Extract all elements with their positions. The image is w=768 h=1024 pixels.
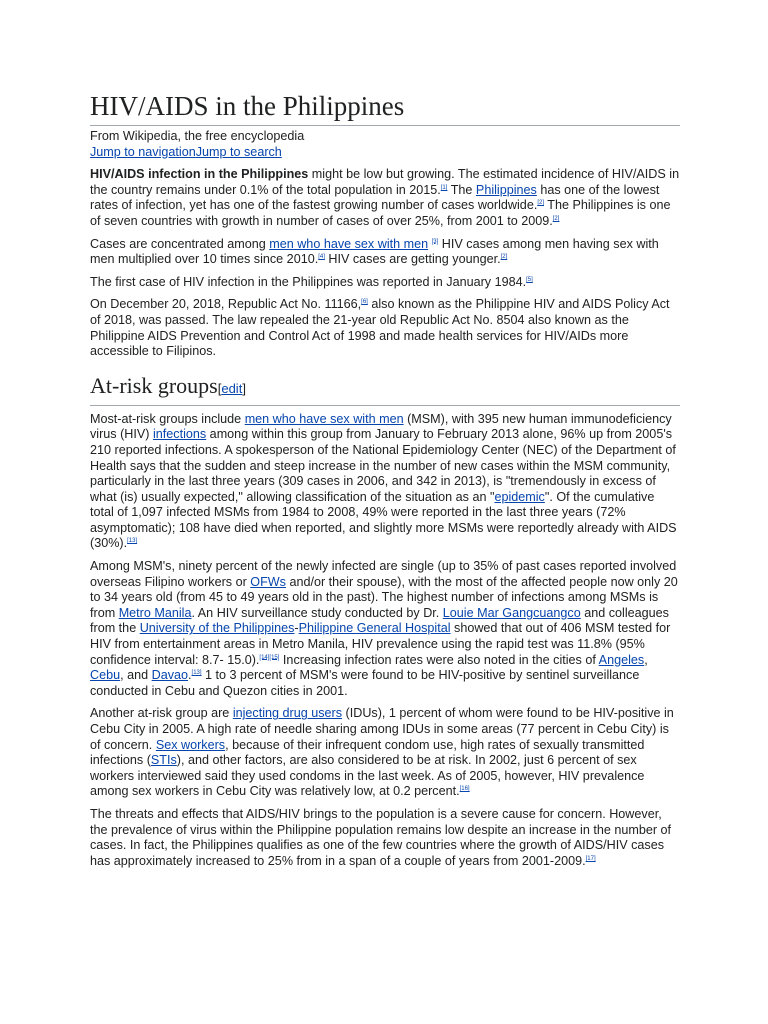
reference-link[interactable]: [4] (318, 253, 325, 260)
philippines-link[interactable]: Philippines (475, 182, 537, 197)
reference-link[interactable]: [17] (585, 855, 596, 862)
reference-link[interactable]: [14][15] (259, 654, 280, 661)
infections-link[interactable]: infections (152, 427, 207, 442)
reference-mark (192, 670, 202, 676)
text: , because of their infrequent condom use, high rates of sexually transmitted infections ( (90, 737, 645, 768)
ofws-link[interactable]: OFWs (250, 574, 286, 589)
text: might be low but growing. The estimated incidence of HIV/AIDS in the country remains under 0.1% of the total population in 2015. (90, 167, 680, 197)
section-heading-at-risk-groups (90, 372, 680, 406)
injecting-drug-users-link[interactable]: injecting drug users (232, 706, 343, 721)
metro-manila-link[interactable]: Metro Manila (118, 605, 192, 620)
tagline: From Wikipedia, the free encyclopedia (90, 129, 305, 143)
reference-mark (537, 200, 544, 206)
text: 1 to 3 percent of MSM's were found to be HIV-positive by sentinel surveillance conducted in Cebu and Quezon cities in 2001. (90, 668, 640, 698)
text: Cases are concentrated among (90, 236, 270, 251)
jump-links (90, 145, 680, 161)
reference-link[interactable]: [13] (127, 538, 138, 545)
article-content (90, 90, 680, 876)
text: On December 20, 2018, Republic Act No. 11166, (90, 297, 362, 312)
text: ), and other factors, are also considered to be at risk. In 2002, just 6 percent of sex workers interviewed said they used condoms in the last week. As of 2005, however, HIV prevalence among sex workers in Cebu City was relatively low, at 0.2 percent. (90, 753, 645, 799)
reference-mark (460, 786, 470, 792)
edit-bracket-close: ] (242, 380, 246, 396)
reference-mark (318, 254, 325, 260)
section-paragraph-1 (90, 412, 680, 552)
reference-mark (127, 538, 137, 544)
angeles-link[interactable]: Angeles (598, 652, 645, 667)
reference-link[interactable]: [6] (361, 299, 368, 306)
text: ". Of the cumulative total of 1,097 infected MSMs from 1984 to 2008, 49% were reported in the last three years (72% asymptomatic); 108 have died when reported, and slightly more MSMs were reportedly already with AIDS (30%). (90, 489, 677, 551)
philippine-general-hospital-link[interactable]: Philippine General Hospital (298, 621, 451, 636)
text: . (188, 668, 192, 683)
text: , (644, 652, 648, 667)
text: The Philippines is one of seven countries with growth in number of cases of over 25%, from 2001 to 2009. (90, 198, 671, 228)
reference-mark (259, 654, 279, 660)
sex-workers-link[interactable]: Sex workers (155, 737, 226, 752)
text: (IDUs), 1 percent of whom were found to be HIV-positive in Cebu City in 2005. A high rate of needle sharing among IDUs in some areas (77 percent in Cebu City) is of concern. (90, 706, 674, 752)
section-paragraph-2 (90, 559, 680, 699)
text: (MSM), with 395 new human immunodeficiency virus (HIV) (90, 411, 672, 442)
text: and/or their spouse), with the most of the affected people now only 20 to 34 years old (from 45 to 49 years old in the past). The highest number of infections among MSMs is from (90, 574, 678, 620)
intro-paragraph-4 (90, 297, 680, 359)
text: The (447, 182, 476, 197)
msm-link[interactable]: men who have sex with men (269, 236, 429, 251)
text: HIV cases are getting younger. (324, 252, 501, 267)
text: Most-at-risk groups include (90, 411, 245, 426)
reference-link[interactable]: [2] (552, 215, 560, 222)
section-paragraph-3 (90, 706, 680, 800)
text: and colleagues from the (90, 605, 669, 636)
text: The threats and effects that AIDS/HIV brings to the population is a severe cause for concern. However, the prevalence of virus within the Philippine population remains low despite an increase in the number of cases. In fact, the Philippines qualifies as one of the few countries where the growth of AIDS/HIV cases has approximately increased to 25% from in a span of a couple of years from 2001-2009. (90, 806, 672, 868)
reference-mark (361, 299, 368, 305)
reference-link[interactable]: [2] (537, 200, 544, 207)
cebu-link[interactable]: Cebu (90, 668, 121, 683)
intro-paragraph-2 (90, 237, 680, 268)
jump-to-navigation-link[interactable]: Jump to navigation (90, 144, 196, 159)
stis-link[interactable]: STIs (150, 753, 177, 768)
jump-to-search-link[interactable]: Jump to search (195, 144, 282, 159)
section-paragraph-4 (90, 807, 680, 869)
reference-link[interactable]: [1] (440, 184, 448, 191)
reference-mark (586, 856, 596, 862)
text: has one of the lowest rates of infection, yet has one of the fastest growing number of cases worldwide. (90, 182, 660, 213)
text: Another at-risk group are (90, 706, 233, 721)
edit-bracket-open: [ (217, 380, 222, 396)
intro-paragraph-3 (90, 275, 680, 291)
edit-section (218, 381, 246, 396)
edit-section-link[interactable]: edit (221, 380, 243, 396)
text: - (294, 621, 299, 636)
text: . An HIV surveillance study conducted by Dr. (191, 605, 443, 620)
reference-mark (526, 277, 533, 283)
louie-mar-gangcuangco-link[interactable]: Louie Mar Gangcuangco (442, 605, 581, 620)
text: among within this group from January to February 2013 alone, 96% up from 2005's 210 reported infections. A spokesperson of the National Epidemiology Center (NEC) of the Department of Health says that the sudden and steep increase in the number of new cases within the MSM community, particularly in the last three years (309 cases in 2006, and 342 in 2013), is "tremendously in excess of what (is) usually expected," allowing classification of the situation as an " (90, 427, 676, 504)
section-title: At-risk groups (90, 372, 218, 398)
msm-link[interactable]: men who have sex with men (244, 411, 404, 426)
reference-link[interactable]: [13] (191, 670, 202, 677)
text: HIV cases among men having sex with men multiplied over 10 times since 2010. (90, 236, 659, 267)
text: , and (120, 668, 152, 683)
university-of-the-philippines-link[interactable]: University of the Philippines (139, 621, 295, 636)
davao-link[interactable]: Davao (151, 668, 189, 683)
reference-link[interactable]: [5] (526, 276, 533, 283)
page-title: HIV/AIDS in the Philippines (90, 90, 680, 126)
text: also known as the Philippine HIV and AIDS Policy Act of 2018, was passed. The law repealed the 21-year old Republic Act No. 8504 also known as the Philippine AIDS Prevention and Control Act of 1998 and made health services for HIV/AIDs more accessible to Filipinos. (90, 297, 670, 359)
reference-mark (553, 216, 560, 222)
intro-paragraph-1 (90, 167, 680, 229)
reference-mark (501, 254, 508, 260)
lead-bold-text: HIV/AIDS infection in the Philippines (90, 167, 309, 182)
text: Increasing infection rates were also noted in the cities of (279, 652, 599, 667)
reference-link[interactable]: [3] (431, 238, 439, 245)
reference-link[interactable]: [2] (500, 253, 508, 260)
text: The first case of HIV infection in the Philippines was reported in January 1984. (90, 274, 527, 289)
epidemic-link[interactable]: epidemic (494, 489, 545, 504)
text: Among MSM's, ninety percent of the newly infected are single (up to 35% of past cases reported involved overseas Filipino workers or (90, 559, 677, 589)
reference-link[interactable]: [16] (459, 786, 470, 793)
text: showed that out of 406 MSM tested for HIV from entertainment areas in Metro Manila, HIV prevalence using the rapid test was 11.8% (95% confidence interval: 8.7- 15.0). (90, 621, 671, 667)
